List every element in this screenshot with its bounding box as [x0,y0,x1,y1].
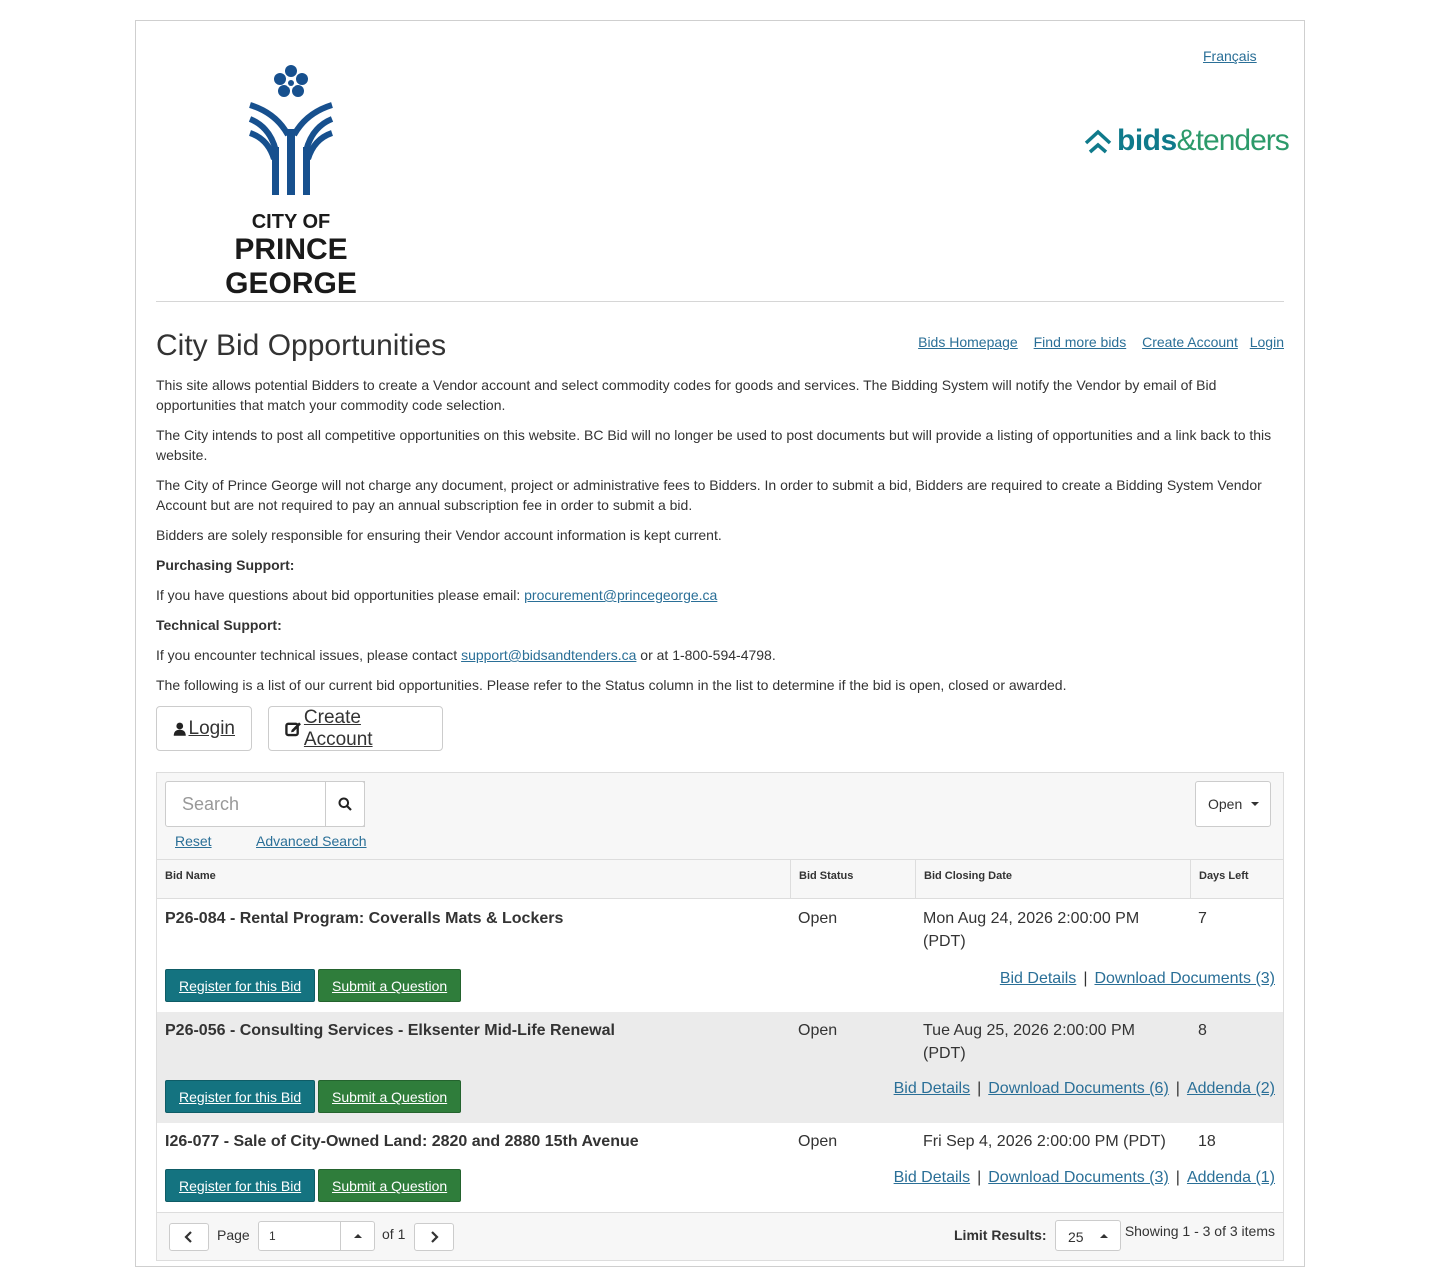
search-button[interactable] [325,781,365,827]
bid-status: Open [798,1133,838,1150]
reset-link[interactable]: Reset [175,833,212,849]
language-link[interactable]: Français [1203,48,1257,64]
purchasing-text: If you have questions about bid opportunities please email: [156,587,525,603]
technical-paragraph [156,645,1284,665]
login-link[interactable]: Login [1249,334,1284,350]
technical-phone-text: or at 1-800-594-4798. [636,647,776,663]
bids-tenders-logo [1083,123,1293,159]
link-separator: | [1175,1169,1180,1186]
edit-icon [285,720,302,738]
limit-results-label: Limit Results: [954,1227,1047,1243]
column-header-days-left[interactable]: Days Left [1190,860,1283,898]
download-documents-link[interactable]: Download Documents (6) [988,1080,1169,1097]
header-divider [156,301,1284,302]
search-input[interactable]: Search [165,781,365,827]
bid-details-link[interactable]: Bid Details [999,970,1077,987]
user-icon [173,720,187,738]
addenda-link[interactable]: Addenda (2) [1186,1080,1275,1097]
procurement-email-link[interactable]: procurement@princegeorge.ca [524,587,718,603]
page-title: City Bid Opportunities [156,329,447,362]
page-spinner-button[interactable] [340,1222,374,1250]
bids-table [157,859,1283,1213]
city-logo [176,59,406,300]
column-header-bid-name[interactable]: Bid Name [165,870,216,882]
intro-paragraph-4: Bidders are solely responsible for ensuring their Vendor account information is kept current. [156,527,722,543]
bid-name: I26-077 - Sale of City-Owned Land: 2820 and 2880 15th Avenue [165,1133,639,1150]
chevron-right-icon [429,1231,439,1243]
caret-down-icon [1251,802,1259,806]
login-button[interactable] [156,706,252,751]
link-separator: | [977,1080,982,1097]
bid-name: P26-084 - Rental Program: Coveralls Mats & Lockers [165,910,564,927]
next-page-button[interactable] [414,1223,454,1251]
link-separator: | [1083,970,1088,987]
page-number-value: 1 [269,1229,276,1243]
purchasing-heading: Purchasing Support: [156,557,295,573]
support-email-link[interactable]: support@bidsandtenders.ca [461,647,637,663]
brand-bold: bids [1117,124,1177,157]
download-documents-link[interactable]: Download Documents (3) [988,1169,1169,1186]
bid-closing-date: Mon Aug 24, 2026 2:00:00 PM (PDT) [923,910,1140,950]
bid-closing-date: Fri Sep 4, 2026 2:00:00 PM (PDT) [923,1133,1166,1150]
register-bid-button[interactable]: Register for this Bid [165,1080,315,1113]
table-row [157,899,1283,1012]
bid-days-left: 8 [1198,1022,1207,1039]
city-logo-line1: CITY OF [251,211,331,233]
technical-text: If you encounter technical issues, please contact [156,647,462,663]
chevron-left-icon [184,1231,194,1243]
table-row [157,1012,1283,1123]
table-header [157,859,1283,899]
city-logo-icon [176,59,406,199]
showing-items: Showing 1 - 3 of 3 items [1124,1223,1275,1239]
row-links [894,1169,1275,1187]
bid-days-left: 18 [1198,1133,1216,1150]
intro-paragraph-3: The City of Prince George will not charge any document, project or administrative fees to Bidders. In order to submit a bid, Bidders are required to create a Bidding System Vendor Account but are not required to pay an annual subscription fee in order to submit a bid. [156,477,1262,513]
intro-text [156,375,1284,705]
submit-question-button[interactable]: Submit a Question [318,1080,461,1113]
pager [157,1212,1283,1260]
bids-panel [156,772,1284,1261]
login-button-label: Login [188,717,235,739]
intro-paragraph-1: This site allows potential Bidders to create a Vendor account and select commodity codes for goods and services. The Bidding System will notify the Vendor by email of Bid opportunities that match your commodity code selection. [156,377,1217,413]
register-bid-button[interactable]: Register for this Bid [165,1169,315,1202]
caret-up-icon [354,1234,362,1238]
status-filter-dropdown[interactable] [1195,781,1271,827]
register-bid-button[interactable]: Register for this Bid [165,969,315,1002]
caret-up-icon [1100,1234,1108,1238]
prev-page-button[interactable] [169,1223,209,1251]
find-more-bids-link[interactable]: Find more bids [1033,334,1127,350]
limit-results-select[interactable] [1055,1220,1121,1251]
download-documents-link[interactable]: Download Documents (3) [1094,970,1275,987]
brand-light: &tenders [1176,124,1289,157]
list-description: The following is a list of our current bid opportunities. Please refer to the Status column in the list to determine if the bid is open, closed or awarded. [156,677,1067,693]
addenda-link[interactable]: Addenda (1) [1186,1169,1275,1186]
bids-chevron-icon [1083,127,1113,157]
bid-details-link[interactable]: Bid Details [893,1169,971,1186]
bid-closing-date: Tue Aug 25, 2026 2:00:00 PM (PDT) [923,1022,1136,1062]
create-account-button[interactable] [268,706,443,751]
bids-homepage-link[interactable]: Bids Homepage [918,334,1018,350]
purchasing-paragraph [156,585,1284,605]
advanced-search-link[interactable]: Advanced Search [256,833,367,849]
limit-results-value: 25 [1068,1229,1084,1245]
bid-name: P26-056 - Consulting Services - Elksenter Mid-Life Renewal [165,1022,615,1039]
intro-paragraph-2: The City intends to post all competitive opportunities on this website. BC Bid will no longer be used to post documents but will provide a listing of opportunities and a link back to this website. [156,427,1272,463]
bid-days-left: 7 [1198,910,1207,927]
submit-question-button[interactable]: Submit a Question [318,969,461,1002]
top-links [906,334,1284,350]
city-logo-line2: PRINCE GEORGE [225,233,357,300]
submit-question-button[interactable]: Submit a Question [318,1169,461,1202]
link-separator: | [1175,1080,1180,1097]
create-account-button-label: Create Account [303,706,373,750]
technical-heading: Technical Support: [156,617,282,633]
bid-details-link[interactable]: Bid Details [893,1080,971,1097]
search-icon [338,797,352,811]
bid-status: Open [798,910,838,927]
create-account-link[interactable]: Create Account [1142,334,1238,350]
status-filter-value: Open [1208,796,1243,812]
row-links [1000,970,1275,988]
page-frame [135,20,1305,1267]
page-count: of 1 [382,1226,406,1242]
column-header-closing-date[interactable]: Bid Closing Date [915,860,1190,898]
table-row [157,1123,1283,1213]
page-label: Page [217,1227,250,1243]
bid-status: Open [798,1022,838,1039]
link-separator: | [977,1169,982,1186]
column-header-bid-status[interactable]: Bid Status [790,860,915,898]
row-links [894,1080,1275,1098]
